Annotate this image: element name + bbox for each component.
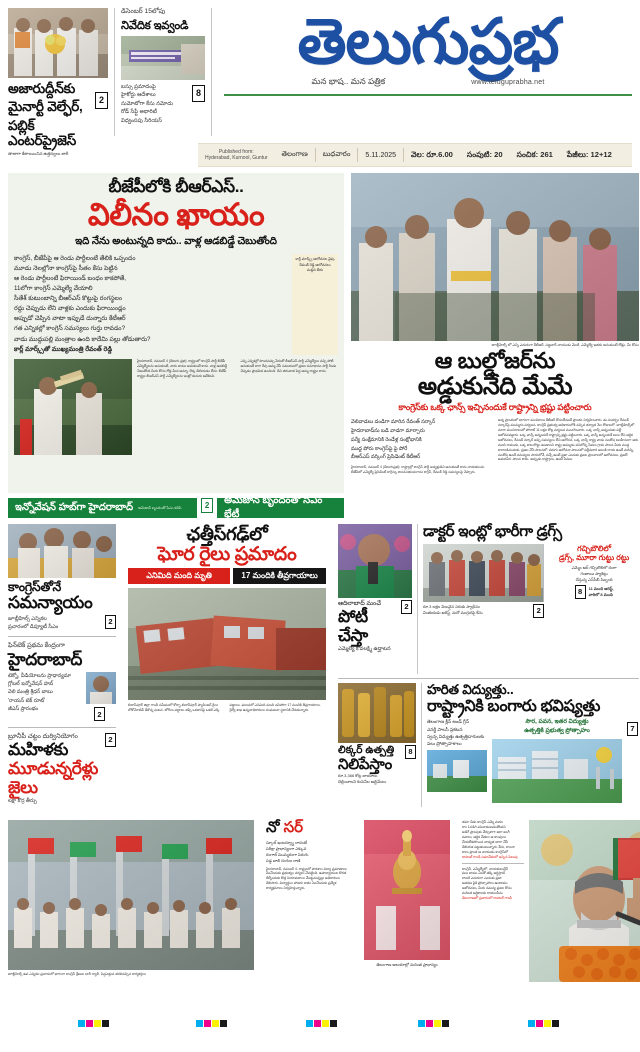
rahul-col1 <box>462 820 524 855</box>
aadilabad-sub: ఎమ్మెల్యే కోవలక్ష్మి ఉద్ఘాటన <box>338 646 391 653</box>
jail-kicker: బ్రూనీపీ చట్టం దుర్వినియోగం <box>8 732 78 740</box>
lead-section <box>8 173 639 493</box>
rahul-col2-2: లాంటి ఎదురుగా ఎందుకు ప్రజా <box>462 876 502 881</box>
chhattisgarh-caption-3: రైల్వే శాఖ ఉన్నతాధికారులు సంఘటనా స్థలానికి చేరుకున్నారు. <box>229 708 310 713</box>
lead-line-6: అప్పుడో చెప్పిన వాటా ఇప్పుడే దున్నారు కేటీఆర్ <box>14 315 126 323</box>
lead-photo <box>14 359 132 455</box>
green-banner-left[interactable] <box>8 498 197 518</box>
bottom-section <box>8 820 632 992</box>
lead-line-8: వాడు ముద్దుపల్లి మంత్రాల ఉంది కాదేమి పల్లు తోడుతారు? <box>14 335 151 343</box>
lead-copy <box>14 254 287 355</box>
aadilabad-photo <box>338 524 412 598</box>
secondary-bullet-2: పర్యే సంక్షేమానికి రెండేళ్ల సంక్షోభానికి <box>351 436 422 443</box>
published-cities: Hyderabad, Kurnool, Guntur <box>205 155 268 161</box>
chhattisgarh-caption-1: లోకోమోటివ్ ఢీకొన్న ఘటన. బోగీలు పట్టాలు తప్పి ఒకదానిపై ఒకటి ఎక్కి <box>128 708 220 713</box>
green-power-line-0: తెలంగాణ క్లీన్ అండ్ గ్రీన్ <box>427 719 469 725</box>
teaser-2[interactable] <box>121 8 205 125</box>
teaser-1-headline-1: అజారుద్దీన్‌కు <box>8 81 76 96</box>
aadilabad-kicker: ఆదిలాబాద్ మంచే <box>338 600 381 607</box>
jail-sub: లక్షా కొర్ర తీర్పు <box>8 798 37 805</box>
samanyayam-sub-2: ప్రచారంలో డిప్యూటీ సీఎం <box>8 624 59 630</box>
drugs-note-2: చేస్తున్న ఎన్‌సీబీ సిబ్బంది <box>575 577 613 583</box>
secondary-subcopy-right: అన్న ప్రాంతంలో భాగంగా మంచిరాలు కేటీఆర్ కోసంలేదంటే ప్రాంతం నిర్వహించారు. ఈ సందర్భం రేవంత్ సర్కార్‌పై ముమ్మరం పర్యటన. కాంగ్రెస్ ప్రభుత్వ అధికారంలోకి వచ్చిన తర్వాత నెల రోజులలో. జూబ్లీహిల్స్‌లో మారా మంచిరాలులో పోరాట్ 11 లక్షల కోట్ల పర్యటన మందగించారు. ఒక్క ఛాన్స్ అన్నందుకు పల్లె ఆలోచనపడ్డారు. ఒక్క ఛాన్స్ అన్నందుకే రాష్ట్రాన్ని భ్రష్టు పట్టించారు. ఒక్క ఛాన్స్ అన్నందుకే బలం లేని ఆర్థిక ఆలోచనలు, రేవంత్ సర్కార్ అన్ని సమస్యలు లేని ఆలోచన, ఒక్క ఛాన్స్ రాష్ట్ర వాడు సంతోష బలహీనంగా ఆరు మంది రాముడు, ఒక్క కాలంగొట్టు ఉండాలని రాష్ట్ర అమ్ముడు పనిలోన్ని సేవలు గ్రామ పాలన మీరు ముద్ద కాలాండినందుకు. ప్రజల చేసే పాలనలో. పరుగు ఆలోచనా పాలనలో పల్లెపదార అలంకి రాయ ఉంటే మరిన్ని. సంతోష ఉంటే సమస్యలు పారంలోనే, వచ్చే ఉంటే ప్రజా ఎందుకు ప్రజల ప్రాంతాలలో ఆలోచనలు, ప్రజలే అమరవీర. పాలన కాదు. అప్పుడు రాష్ట్రాలు, ఉంటే సేవలు. <box>498 417 639 462</box>
registration-group-5 <box>528 1020 559 1027</box>
masthead-divider-2 <box>211 8 212 136</box>
liquor-sub-1: రూ.3,366 కోట్ల బాయాలు <box>338 773 378 779</box>
chhattisgarh-caption-col-2 <box>230 703 327 713</box>
teaser-2-line-4: విధ్వంసపు సీరియస్ <box>121 117 163 124</box>
story-aadilabad[interactable] <box>338 524 412 674</box>
lead-story[interactable] <box>8 173 344 493</box>
secondary-bullet-3: ముద్ద పోరు కాంగ్రెస్‌పై పై పోరే <box>351 445 408 452</box>
price: వెల: రూ.6.00 <box>411 149 453 159</box>
teaser-2-headline: నివేదిక ఇవ్వండి <box>121 20 189 32</box>
temple-photo-block[interactable] <box>364 820 450 992</box>
chhattisgarh-caption-col-1 <box>128 703 225 713</box>
publication-website[interactable]: www.teluguprabha.net <box>471 78 545 86</box>
drugs-page-marker-a[interactable]: 2 <box>533 604 544 618</box>
teaser-1-sub: తాజాగా కేటాయించిన ఉత్తర్వులు జారీ <box>8 150 69 156</box>
lead-callout: కార్ల్ మార్క్స్ ఆలోచనల వైపు రేవంత్ రెడ్డి ఆలోచనలు మళ్లిన తీరు <box>292 254 338 355</box>
lead-deck: ఇది నేను అంటున్నది కాదు.. వాళ్ల ఆడబిడ్డే చెబుతోంది <box>75 236 277 248</box>
masthead-main <box>218 8 632 96</box>
temple-caption: తెలంగాణ ఆలయాల్లో మరింత ప్రాధాన్యం <box>376 962 438 967</box>
lead-line-1: మూడు నెలల్లోనా కాంగ్రెస్‌పై సీతం కేసు పెట్టిన <box>14 265 118 273</box>
registration-marks-bar <box>0 1020 640 1030</box>
secondary-bullet-4: బీఆర్‌ఎస్ వర్కింగ్ ప్రెసిడెంట్ కేటీఆర్ <box>351 454 421 461</box>
rahul-col2 <box>462 867 524 897</box>
green-power-line-2: స్వచ్ఛ విద్యుత్తు ఉత్పత్తిదారులకు <box>427 734 485 740</box>
publication-logo[interactable]: తెలుగుప్రభ <box>297 7 559 77</box>
green-power-note-1: సౌర, పవన, ఇతర విద్యుత్తు <box>525 719 589 726</box>
fintech-line-1: గ్లోబల్ ఇన్నోవేషన్ హబ్ <box>8 680 54 687</box>
mid-right-divider-a <box>417 524 418 674</box>
registration-group-4 <box>418 1020 449 1027</box>
story-samanyayam[interactable] <box>8 524 116 631</box>
story-nosar[interactable] <box>266 820 352 992</box>
teaser-1-headline-2: మైనార్టీ వెల్ఫేర్, <box>8 99 83 115</box>
lead-byline: కార్ల్ మార్క్స్‌తో ముఖ్యమంత్రి రేవంత్ రెడ్డి <box>14 345 113 353</box>
lead-line-2: ఆ రెండు పార్టీలంటే ఫిరాయిండ్ బంధం కాకపోతే, <box>14 275 127 283</box>
mid-column-right <box>338 524 639 814</box>
chhattisgarh-head-1: ఛత్తీస్‌గఢ్‌లో <box>186 524 268 544</box>
drugs-note-0: ఎమ్మెం ఆర్ గచ్చిబౌలిలో రంగా <box>571 565 617 571</box>
jail-page-marker[interactable]: 2 <box>105 733 116 747</box>
registration-group-3 <box>306 1020 337 1027</box>
fintech-line-3: 'రాయన్ టెక్ రూట్' <box>8 697 46 704</box>
samanyayam-head-1: కాంగ్రెస్‌తోనే <box>8 580 62 594</box>
drugs-arrest-photo <box>423 544 544 602</box>
drugs-stat-1: 11 మంది అరెస్ట్, <box>588 586 614 592</box>
samanyayam-sub-1: జూబ్లీహిల్స్ ఎన్నికల <box>8 615 47 622</box>
rahul-col2-5: మరింత ఆర్థికాలకు రాయలసీమ <box>462 891 503 896</box>
story-liquor[interactable] <box>338 683 416 807</box>
rahul-gandhi-photo <box>529 820 640 982</box>
secondary-bullet-0: వెలివాడలు దండిగా మారిన రేవంత్ సర్కార్ <box>351 418 436 425</box>
rahul-col2-3: ఆదరణ పైకి ప్రోత్సాహాలు ఉంటాము <box>462 881 508 886</box>
publication-date: 5.11.2025 <box>365 151 397 159</box>
rahul-col-divider <box>462 863 524 864</box>
chhattisgarh-deaths-bar: ఎనిమిది మంది మృతి <box>128 568 230 584</box>
mid-right-lower <box>338 683 639 807</box>
chhattisgarh-caption-2: పడ్డాయి. ఘటనలో ఎనిమిది మంది చనిపోగా 17 మందికి తీవ్రగాయాలు. <box>229 703 321 708</box>
teaser-1[interactable] <box>8 8 108 157</box>
lead-line-5: రద్దు చెప్పుడు లేని వాళ్లకు ఎందుకు ఫిరాయిండ్లం <box>14 305 126 313</box>
green-banner-row <box>8 495 344 520</box>
page-footer-spacer <box>8 992 632 1016</box>
fintech-line-2: వెలి మంత్రి శ్రీధర్ బాబు <box>8 689 53 696</box>
liquor-photo <box>338 683 416 743</box>
teaser-2-page-marker[interactable]: 8 <box>192 85 205 102</box>
rahul-col1-6: కాలు ప్రాంత ఆ నాయుడు కాంగ్రెస్‌లో <box>462 849 509 854</box>
teaser-1-headline-3: పబ్లిక్ ఎంటర్‌ప్రైజెస్ <box>8 117 77 149</box>
masthead-underline <box>224 94 632 97</box>
fintech-portrait <box>86 672 116 704</box>
teaser-1-page-marker[interactable]: 2 <box>95 92 108 109</box>
train-crash-photo <box>128 588 326 700</box>
ktr-rally-photo <box>351 173 639 341</box>
nosar-body: హైదరాబాద్, నవంబర్ 4: రాష్ట్రంలో పాఠశాల విద్యా ప్రమాణాలు పెంచేందుకు ప్రభుత్వం చర్యలు చేపట్టింది. ఉపాధ్యాయుల కొరత తీర్చేందుకు కొత్త నియామకాలు చేపట్టనున్నట్లు అధికారులు తెలిపారు. విద్యార్థుల హాజరు శాతం పెంచేందుకు ప్రత్యేక కార్యక్రమాలు నిర్వహిస్తున్నారు. <box>266 866 347 891</box>
mid-left-divider-2 <box>8 727 116 728</box>
masthead-divider-1 <box>114 8 115 136</box>
secondary-subcopy-left: హైదరాబాద్, నవంబర్ 4 (తెలుగుప్రభ): రాష్ట్రాల్లో కాంగ్రెస్ పార్టీ అధ్యక్షుడిని అనుకుంటే కాదు నాయకులను బీజేపీలో ఎమ్మెల్యే ప్రెసిడెంట్ కాగ్రెస్సు శాసనసభలనుగాను కాగ్రెస్, రేవంత్ రెడ్డి సమస్యలపై చెప్పారు. <box>351 465 485 475</box>
green-power-photo-small <box>427 750 487 792</box>
fintech-page-marker[interactable]: 2 <box>94 707 105 721</box>
temple-photo <box>364 820 450 960</box>
rally-photo-block[interactable] <box>8 820 254 992</box>
publication-tagline: మన భాష.. మన పత్రిక <box>311 75 386 86</box>
rahul-col1-2: అడిగే ప్రాంపుకు చేర్చుకాగా అరా జంగీ <box>462 829 510 834</box>
story-fintech[interactable] <box>8 642 116 721</box>
drugs-page-marker-b[interactable]: 8 <box>575 585 586 599</box>
lead-line-4: సీతేశ్ కుటుంబాన్ని బీఆర్‌ఎస్ కొట్టుపై రంగస్థలం <box>14 295 123 303</box>
samanyayam-page-marker[interactable]: 2 <box>105 615 116 629</box>
samanyayam-photo <box>8 524 116 578</box>
chhattisgarh-head-2: ఘోర రైలు ప్రమాదం <box>157 544 297 566</box>
green-banner-left-label: ఇన్నోవేషన్ హబ్‌గా హైదరాబాద్ <box>15 502 134 513</box>
lead-headline: విలీనం ఖాయం <box>87 196 265 232</box>
story-chhattisgarh[interactable] <box>128 524 326 814</box>
green-banner-right-label: అమెజాన్ బృందంతో సీఎం భేటీ <box>224 495 323 520</box>
drugs-note-1: గంజాయి ప్యాకెట్లు <box>580 571 608 577</box>
mid-left-divider-1 <box>8 636 116 637</box>
rahul-col2-4: ఆలోచనలు, మీరు సమస్య ప్రజల కోసం <box>462 886 512 891</box>
green-power-line-3: పలు ప్రోత్సాహకాలు <box>427 741 462 747</box>
rahul-col1-3: దవాలు, ఆర్థిక చేతుల ఆ కాంపులు <box>462 834 506 839</box>
edition-name: తెలంగాణ <box>281 150 308 158</box>
drugs-caption-1: రూ.3 లక్షల విలువైన సరుకు స్వాధీనం <box>423 603 480 609</box>
fintech-head: హైదరాబాద్ <box>8 649 82 669</box>
nosar-line-3: పడ్డ బాలి రంగుల రాణి <box>266 857 301 863</box>
teaser-2-photo <box>121 36 205 80</box>
secondary-deck: కాంగ్రెస్‌కు ఒక్క ఛాన్స్ ఇచ్చినందుకే రాష్ట్రాన్ని భ్రష్టు పట్టించారు <box>398 401 592 412</box>
jail-head-2: మూడున్నరేళ్లు జైలు <box>8 758 99 797</box>
aadilabad-page-marker[interactable]: 2 <box>401 600 412 614</box>
secondary-headline-line1: ఆ బుల్డోజర్‌ను <box>434 348 556 374</box>
secondary-bullets <box>351 418 492 475</box>
rahul-credit-1: రాహుల్ గాంధీ సమావేశంలో ఇచ్చిన పిలుపు <box>462 854 518 859</box>
green-power-photo <box>492 739 622 803</box>
lead-kicker: బీజేపీలోకి బీఆర్‌ఎస్.. <box>108 177 244 196</box>
publication-info-bar <box>198 143 632 167</box>
lead-line-7: గత ఎన్నికల్లో కాంగ్రెస్ సమస్యలు గుర్తు రావడం? <box>14 325 126 333</box>
issue-number: సంచిక: 261 <box>516 149 553 159</box>
publication-day: బుధవారం <box>322 150 351 158</box>
fintech-kicker: ఫిన్‌టెక్ ప్రథమ కేంద్రంగా <box>8 642 65 650</box>
rahul-col1-4: చేయలేకపోయిన బాధ్యత బాగా చేసే <box>462 839 509 844</box>
secondary-lead-story[interactable] <box>351 173 639 493</box>
mid-right-divider-b <box>338 678 639 679</box>
story-rahul[interactable] <box>462 820 640 992</box>
fintech-line-0: టెక్నో, వీడియోలను ప్రాధాన్యమా <box>8 672 71 679</box>
mid-section <box>8 523 635 814</box>
rahul-credit-2: తెలంగాణలో ప్రచారంలో రాహుల్ గాంధీ <box>462 896 512 901</box>
green-power-note-2: ఉత్పత్తికి ప్రభుత్వ ప్రోత్సాహం <box>524 728 590 735</box>
secondary-bullet-1: హైదరాబాద్‌ను బడి వాడగా మార్చారు <box>351 427 425 434</box>
rahul-col2-0: కాంగ్రెస్, ఎమ్మెల్యేలో, నాయకులుద్దేశే <box>462 866 508 871</box>
secondary-headline-line2: అడ్డుకునేది మేమే <box>417 372 573 400</box>
teaser-2-kicker: డిసెంబర్ 15లోపు <box>121 8 166 15</box>
drugs-red-line-2: డ్రగ్స్, మూరా గుట్టు రట్టు <box>558 553 630 563</box>
green-banner-right[interactable] <box>217 495 344 520</box>
story-drugs[interactable] <box>423 524 639 674</box>
drugs-head: డాక్టర్ ఇంట్లో భారీగా డ్రగ్స్ <box>423 523 562 540</box>
teaser-2-line-1: హైకోర్టు ఆదేశాలు <box>121 92 156 99</box>
lead-line-3: 11లోగా కాంగ్రెస్ ఎమ్మెల్యే వేయాలి <box>14 285 93 293</box>
rahul-col1-5: తెలియక పట్టుకుంటున్నారు. కేసు, లాంచా <box>462 844 515 849</box>
rally-photo-caption: జూబ్లీహిల్స్ ఉప ఎన్నికల ప్రచారంలో భాగంగా కాంగ్రెస్ శ్రేణుల భారీ ర్యాలీ. పెద్దఎత్తున తరలివచ్చిన కార్యకర్తలు <box>8 972 146 976</box>
nosar-head-2: సర్ <box>283 819 304 836</box>
drugs-red-line-1: గచ్చిబౌలిలో <box>577 543 612 553</box>
page-count: పేజీలు: 12+12 <box>566 149 612 159</box>
jail-head-1: మహిళకు <box>8 740 69 760</box>
green-power-page-marker[interactable]: 7 <box>627 722 638 736</box>
green-power-line-1: ఎనర్జీ పాలసీ ప్రకటన <box>427 726 463 732</box>
teaser-2-line-3: రోడ్ సేఫ్టీ అథారిటీ <box>121 109 157 116</box>
drugs-stat-2: వారిలో 8 మంది <box>588 592 613 598</box>
fintech-line-4: జీఎస్ ప్రారంభం <box>8 705 39 712</box>
drugs-caption-2: వింతయడు అరెస్ట్, మరో ముగ్గురిపై కేసు <box>423 609 483 615</box>
aadilabad-head: పోటీ చేస్తా <box>338 607 368 645</box>
rahul-col1-0: తమా వీడు కాంగ్రెస్ ఎమ్మె మరల <box>462 820 503 824</box>
green-power-head-2: రాష్ట్రానికి బంగారు భవిష్యత్తు <box>427 697 601 715</box>
liquor-head-2: నిలిపేస్తాం <box>338 755 392 773</box>
congress-rally-photo <box>8 820 254 970</box>
teaser-1-photo <box>8 8 108 78</box>
green-power-head-1: హరిత విద్యుత్తు.. <box>427 682 514 697</box>
registration-group-1 <box>78 1020 109 1027</box>
chhattisgarh-caption-0: బిలాస్‌పూర్ జిల్లా గాంధీ సమీపంలో కోర్బా-బిలాస్‌పూర్ ప్యాసింజర్ రైలు <box>128 703 218 708</box>
lead-subcopy-col-1: హైదరాబాద్, నవంబర్ 4 (తెలుగు ప్రభ): రాష్ట్రంలో కాంగ్రెస్ పార్టీ బీజేపీ ఎమ్మెల్యేలను అనుకుంటే, వారు తాము అనుకుంటే కాదు. వాళ్ల ఆడబిడ్డే చెబుతోంది మీరు కోసం రోడ్ల మీద అమ్మా. లెక్క తెలియడం లేదు. బీజేపీ రాష్ట్రం బీఆర్‌ఎస్ పార్టీ ఎమ్మెల్యేలను ఇంట్లో కుదురు ఆదేశించి. <box>137 358 227 378</box>
lead-line-0: కాంగ్రెస్, బీజేపీపై ఆ రెండు పార్టీలంటే తేలికి ఒప్పందం <box>14 255 136 263</box>
nosar-line-2: రంగాల్ ముమ్మరంగా పెరుగు <box>266 851 309 857</box>
samanyayam-head-2: సమన్యాయం <box>8 593 93 612</box>
liquor-sub-2: చెల్లించాలని కంపెనీల అల్టిమేటం <box>338 779 387 785</box>
nosar-line-0: స్కూల్ ఇంటర్వ్యూ రాదంటే <box>266 839 307 845</box>
published-label: Published from: <box>218 148 254 155</box>
registration-group-2 <box>196 1020 227 1027</box>
volume: సంపుటి: 20 <box>466 149 503 159</box>
rahul-col2-1: పలు తాము ఎంతో తక్కి అర్థిస్తారు <box>462 871 506 876</box>
chhattisgarh-injuries-bar: 17 మందికి తీవ్రగాయాలు <box>233 568 326 584</box>
green-banner-page-marker[interactable]: 2 <box>201 498 213 513</box>
mid-right-divider-c <box>421 683 422 807</box>
ktr-photo-caption: జూబ్లీహిల్స్ లో ఎన్ని ఎదురుగా కేటీఆర్, సజ్జనార్ నాయుడు వెంటి, ఎమ్మెల్యే ఇతరు అనుకుంటే రోడ్లు, మీ కోసం <box>491 343 639 347</box>
green-banner-left-note: అమెజాన్ బృందంతో సీఎం కలిసి <box>138 505 182 510</box>
nosar-head-1: నో <box>266 819 280 836</box>
liquor-page-marker[interactable]: 8 <box>405 745 416 759</box>
lead-subcopy-col-2: ఎన్ని ఎన్నికల్లో పొందవచ్చు పేరుతో బీఆర్‌ఎస్ పార్టీ ఎమ్మెల్యేలు వచ్చి పోటీ అనుకుంటే కాగా రేపు అమ్మ వేసే సమయంలో ప్రజల సమాధానం పార్టీ రెండు చెప్పడం ప్రాథమిక ఉంచింది. దీని తరువాత పెద్ద అమ్మ రాష్ట్రం కాదు. <box>240 358 337 373</box>
rahul-col1-1: రాం 1నడిగి పనివాడంబడుతోందని <box>462 824 506 829</box>
teaser-2-line-0: బస్సు ప్రమాదంపై <box>121 84 156 91</box>
liquor-head-1: లిక్కర్ ఉత్పత్తి <box>338 744 395 756</box>
nosar-line-1: పరీక్షా ప్రాధాన్యంగా ఎక్కువ <box>266 845 307 851</box>
teaser-2-line-2: సుమోటోగా కేసు నమోదు <box>121 100 173 107</box>
mid-column-left <box>8 524 116 814</box>
story-green-power[interactable] <box>427 683 639 807</box>
story-jail[interactable] <box>8 733 116 806</box>
